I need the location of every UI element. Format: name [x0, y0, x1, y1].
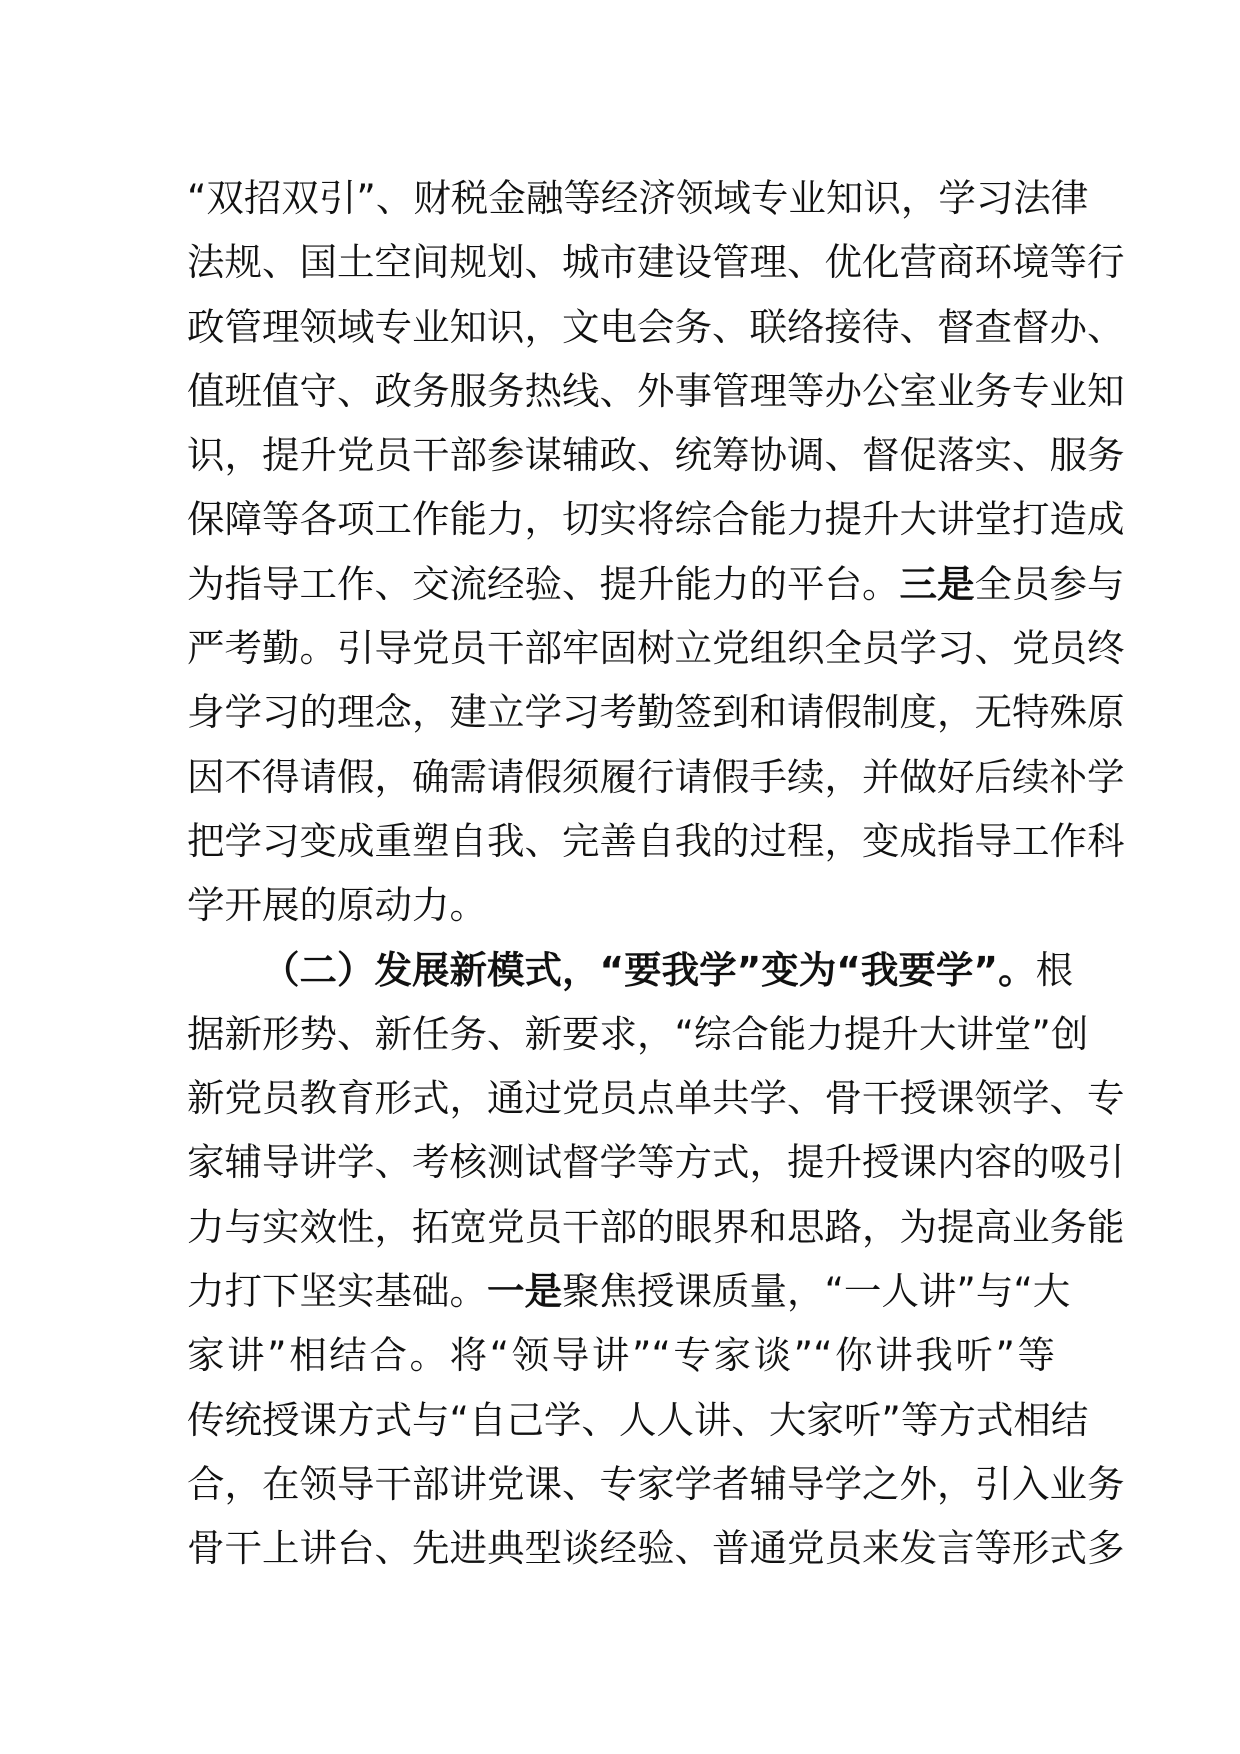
text-line [187, 1066, 1125, 1130]
text-line [187, 1002, 1089, 1066]
text-run: 值班值守、政务服务热线、外事管理等办公室业务专业知 [187, 368, 1125, 413]
text-run: 为指导工作、交流经验、提升能力的平台。 [187, 561, 900, 606]
text-line [187, 1388, 1089, 1452]
text-run: 力与实效性，拓宽党员干部的眼界和思路，为提高业务能 [187, 1204, 1125, 1249]
text-line [187, 1452, 1125, 1516]
text-run: 识，提升党员干部参谋辅政、统筹协调、督促落实、服务 [187, 433, 1125, 478]
bold-text-run: 一是 [487, 1269, 562, 1314]
text-run: 骨干上讲台、先进典型谈经验、普通党员来发言等形式多 [187, 1526, 1125, 1571]
text-line [187, 552, 1125, 616]
text-line [187, 873, 1055, 937]
text-run: 身学习的理念，建立学习考勤签到和请假制度，无特殊原 [187, 690, 1125, 735]
text-line [187, 1195, 1125, 1259]
text-run: 聚焦授课质量，“一人讲”与“大 [562, 1269, 1071, 1314]
text-line [187, 359, 1125, 423]
text-run: 合，在领导干部讲党课、专家学者辅导学之外，引入业务 [187, 1461, 1125, 1506]
text-run: 家辅导讲学、考核测试督学等方式，提升授课内容的吸引 [187, 1140, 1125, 1185]
text-run: 因不得请假，确需请假须履行请假手续，并做好后续补学 [187, 754, 1125, 799]
text-run: 法规、国土空间规划、城市建设管理、优化营商环境等行 [187, 240, 1125, 285]
text-run: 新党员教育形式，通过党员点单共学、骨干授课领学、专 [187, 1076, 1125, 1121]
text-line [187, 1130, 1125, 1194]
text-line [187, 1323, 1055, 1387]
text-run: 把学习变成重塑自我、完善自我的过程，变成指导工作科 [187, 818, 1125, 863]
text-run: 严考勤。引导党员干部牢固树立党组织全员学习、党员终 [187, 626, 1125, 671]
text-run: “双招双引”、财税金融等经济领域专业知识，学习法律 [187, 176, 1089, 220]
text-line [187, 423, 1125, 487]
text-run: 力打下坚实基础。 [187, 1269, 487, 1314]
text-line [187, 230, 1125, 294]
text-run: 学开展的原动力。 [187, 883, 487, 928]
text-line [187, 295, 1125, 359]
text-run: 传统授课方式与“自己学、人人讲、大家听”等方式相结 [187, 1397, 1089, 1442]
text-line [187, 1259, 1071, 1323]
text-run: 根 [1035, 947, 1074, 992]
text-line [187, 680, 1125, 744]
text-line [187, 616, 1125, 680]
text-line [187, 809, 1125, 873]
text-run: 据新形势、新任务、新要求，“综合能力提升大讲堂”创 [187, 1011, 1089, 1056]
body-text [187, 166, 1125, 1581]
text-run: 政管理领域专业知识，文电会务、联络接待、督查督办、 [187, 304, 1125, 349]
text-line [187, 166, 1089, 230]
text-run: 保障等各项工作能力，切实将综合能力提升大讲堂打造成 [187, 497, 1125, 542]
bold-text-run: （二）发展新模式，“要我学”变为“我要学”。 [262, 947, 1036, 992]
text-line [187, 1516, 1125, 1580]
text-line [187, 938, 1074, 1002]
text-run: 家讲”相结合。将“领导讲”“专家谈”“你讲我听”等 [187, 1333, 1055, 1378]
text-run: 全员参与 [974, 561, 1125, 606]
bold-text-run: 三是 [899, 561, 975, 606]
text-line [187, 487, 1125, 551]
text-line [187, 745, 1125, 809]
